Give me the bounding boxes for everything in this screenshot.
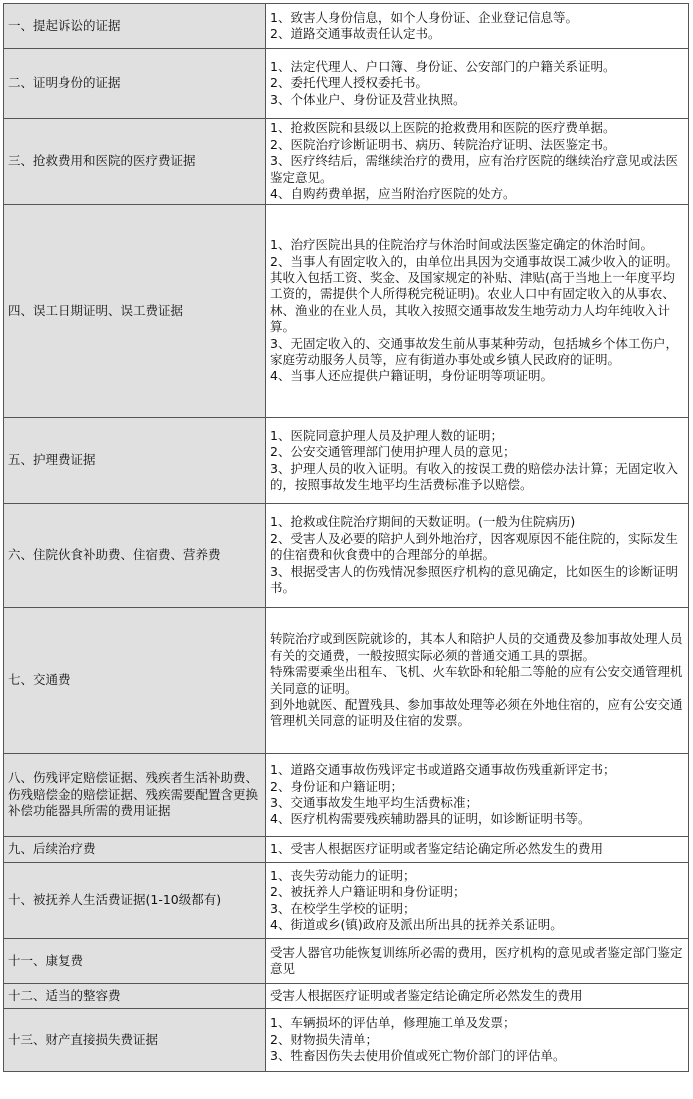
table-row [4, 754, 689, 837]
evidence-category: 二、证明身份的证据 [4, 49, 266, 119]
evidence-table [3, 3, 689, 1072]
table-row [4, 4, 689, 49]
evidence-detail-item: 1、丧失劳动能力的证明； [270, 867, 416, 883]
evidence-detail-item: 到外地就医、配置残具、参加事故处理等必须在外地住宿的，应有公安交通管理机关同意的证明及住宿的发票。 [270, 696, 683, 729]
evidence-detail-item: 1、致害人身份信息，如个人身份证、企业登记信息等。 [270, 9, 578, 25]
evidence-detail-item: 1、法定代理人、户口簿、身份证、公安部门的户籍关系证明。 [270, 58, 616, 74]
evidence-category: 十一、康复费 [4, 939, 266, 984]
evidence-detail-item: 3、在校学生学校的证明； [270, 900, 416, 916]
evidence-category: 十二、适当的整容费 [4, 984, 266, 1009]
evidence-detail-item: 受害人器官功能恢复训练所必需的费用，医疗机构的意见或者鉴定部门鉴定意见 [270, 944, 683, 976]
evidence-details [266, 4, 689, 49]
evidence-detail-item: 3、根据受害人的伤残情况参照医疗机构的意见确定，比如医生的诊断证明书。 [270, 563, 678, 596]
evidence-detail-item: 3、交通事故发生地平均生活费标准； [270, 795, 478, 810]
evidence-category: 四、误工日期证明、误工费证据 [4, 205, 266, 418]
evidence-detail-item: 1、抢救医院和县级以上医院的抢救费用和医院的医疗费单据。 [270, 120, 616, 136]
evidence-details [266, 863, 689, 939]
evidence-detail-item: 2、道路交通事故责任认定书。 [270, 26, 441, 41]
evidence-details [266, 119, 689, 205]
evidence-detail-item: 1、道路交通事故伤残评定书或道路交通事故伤残重新评定书； [270, 762, 616, 778]
evidence-category: 十三、财产直接损失费证据 [4, 1009, 266, 1072]
evidence-detail-item: 特殊需要乘坐出租车、飞机、火车软卧和轮船二等舱的应有公安交通管理机关同意的证明。 [270, 664, 683, 696]
evidence-details [266, 418, 689, 504]
evidence-table-body [4, 4, 689, 1072]
evidence-detail-item: 2、当事人有固定收入的，由单位出具因为交通事故误工减少收入的证明。其收入包括工资、奖金、及国家规定的补贴、津贴(高于当地上一年度平均工资的，需提供个人所得税完税证明)。农业人口中有固定收入的从事农、林、渔业的在业人员，其收入按照交通事故发生地劳动力人均年纯收入计算。 [270, 253, 678, 335]
evidence-detail-item: 1、车辆损坏的评估单，修理施工单及发票； [270, 1015, 516, 1031]
evidence-detail-item: 3、无固定收入的、交通事故发生前从事某种劳动，包括城乡个体工伤户，家庭劳动服务人员等，应有街道办事处或乡镇人民政府的证明。 [270, 335, 678, 368]
evidence-details [266, 205, 689, 418]
evidence-detail-item: 4、自购药费单据，应当附治疗医院的处方。 [270, 186, 516, 202]
table-row [4, 119, 689, 205]
evidence-details [266, 608, 689, 754]
evidence-detail-item: 3、医疗终结后，需继续治疗的费用，应有治疗医院的继续治疗意见或法医鉴定意见。 [270, 153, 678, 185]
evidence-category: 八、伤残评定赔偿证据、残疾者生活补助费、伤残赔偿金的赔偿证据、残疾需要配置含更换补偿功能器具所需的费用证据 [4, 754, 266, 837]
evidence-category: 六、住院伙食补助费、住宿费、营养费 [4, 504, 266, 608]
evidence-detail-item: 4、街道或乡(镇)政府及派出所出具的抚养关系证明。 [270, 916, 563, 932]
evidence-detail-item: 2、财物损失清单； [270, 1031, 378, 1047]
table-row [4, 418, 689, 504]
evidence-details [266, 1009, 689, 1072]
evidence-detail-item: 2、被抚养人户籍证明和身份证明； [270, 884, 466, 900]
table-row [4, 863, 689, 939]
evidence-category: 三、抢救费用和医院的医疗费证据 [4, 119, 266, 205]
table-row [4, 504, 689, 608]
evidence-category: 七、交通费 [4, 608, 266, 754]
evidence-detail-item: 1、治疗医院出具的住院治疗与休治时间或法医鉴定确定的休治时间。 [270, 237, 653, 253]
evidence-detail-item: 1、受害人根据医疗证明或者鉴定结论确定所必然发生的费用 [270, 841, 603, 857]
evidence-category: 五、护理费证据 [4, 418, 266, 504]
evidence-detail-item: 3、个体业户、身份证及营业执照。 [270, 91, 466, 107]
evidence-detail-item: 4、医疗机构需要残疾辅助器具的证明，如诊断证明书等。 [270, 811, 591, 827]
evidence-detail-item: 2、身份证和户籍证明； [270, 778, 403, 794]
evidence-details [266, 49, 689, 119]
evidence-category: 十、被抚养人生活费证据(1-10级都有) [4, 863, 266, 939]
evidence-details [266, 837, 689, 863]
evidence-details [266, 984, 689, 1009]
evidence-detail-item: 2、医院治疗诊断证明书、病历、转院治疗证明、法医鉴定书。 [270, 136, 616, 152]
table-row [4, 984, 689, 1009]
evidence-detail-item: 4、当事人还应提供户籍证明，身份证明等项证明。 [270, 368, 553, 384]
table-row [4, 939, 689, 984]
evidence-detail-item: 转院治疗或到医院就诊的，其本人和陪护人员的交通费及参加事故处理人员有关的交通费，一般按照实际必须的普通交通工具的票据。 [270, 631, 683, 663]
table-row [4, 1009, 689, 1072]
evidence-detail-item: 3、护理人员的收入证明。有收入的按误工费的赔偿办法计算；无固定收入的，按照事故发生地平均生活费标准予以赔偿。 [270, 460, 678, 492]
table-row [4, 608, 689, 754]
evidence-detail-item: 2、委托代理人授权委托书。 [270, 75, 428, 91]
evidence-detail-item: 1、医院同意护理人员及护理人数的证明； [270, 427, 503, 443]
evidence-detail-item: 2、受害人及必要的陪护人到外地治疗，因客观原因不能住院的，实际发生的住宿费和伙食费中的合理部分的单据。 [270, 530, 678, 563]
evidence-details [266, 939, 689, 984]
evidence-detail-item: 2、公安交通管理部门使用护理人员的意见； [270, 444, 516, 460]
evidence-category: 九、后续治疗费 [4, 837, 266, 863]
table-row [4, 205, 689, 418]
evidence-category: 一、提起诉讼的证据 [4, 4, 266, 49]
evidence-details [266, 754, 689, 837]
evidence-detail-item: 受害人根据医疗证明或者鉴定结论确定所必然发生的费用 [270, 987, 583, 1003]
table-row [4, 49, 689, 119]
evidence-detail-item: 1、抢救或住院治疗期间的天数证明。(一般为住院病历) [270, 514, 576, 530]
evidence-detail-item: 3、牲畜因伤失去使用价值或死亡物价部门的评估单。 [270, 1048, 566, 1064]
evidence-details [266, 504, 689, 608]
table-row [4, 837, 689, 863]
